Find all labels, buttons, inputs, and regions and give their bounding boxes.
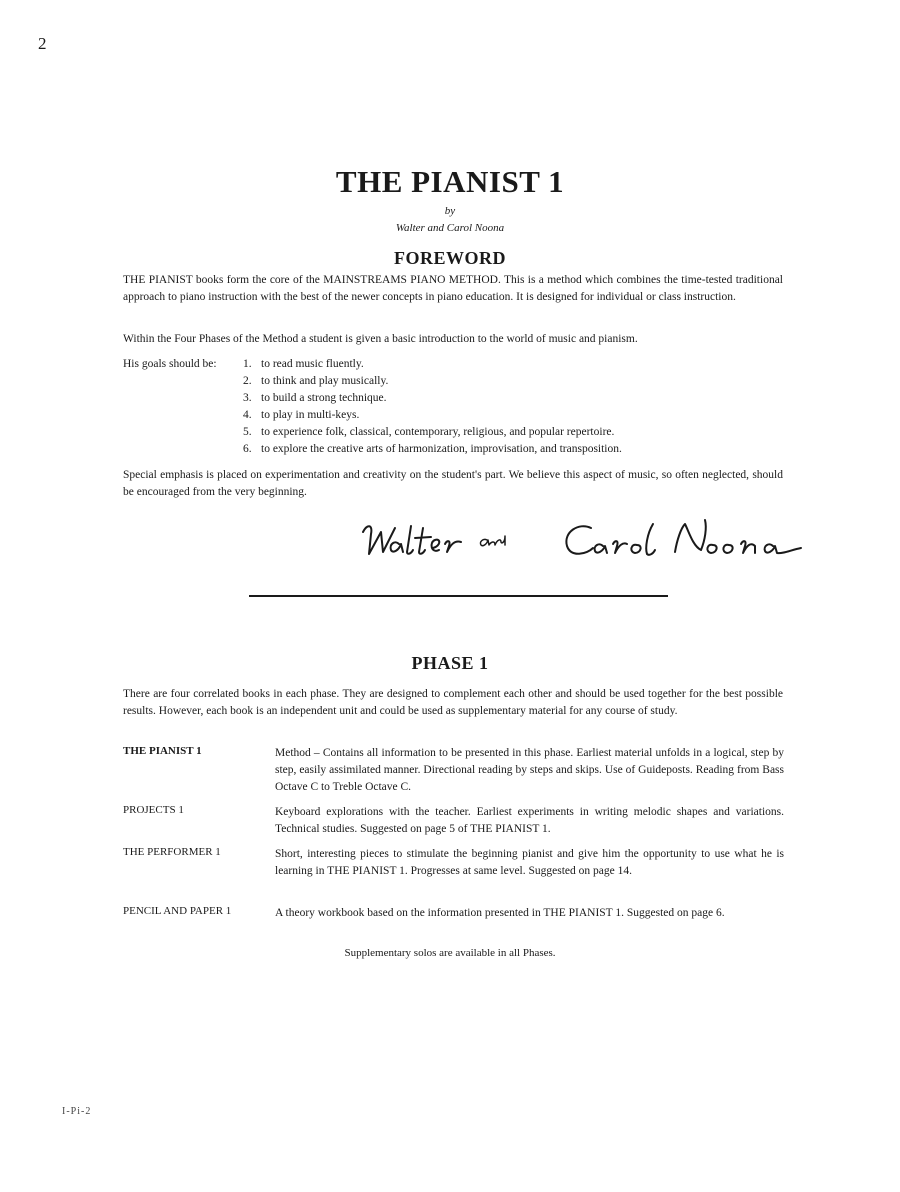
goal-item: 4. to play in multi-keys. bbox=[243, 409, 360, 421]
foreword-paragraph-3: Special emphasis is placed on experimentation and creativity on the student's part. We believe this aspect of music, so often neglected, should be encouraged from the very beginning. bbox=[123, 469, 783, 498]
goal-item: 1. to read music fluently. bbox=[243, 358, 364, 370]
foreword-heading: FOREWORD bbox=[394, 248, 506, 268]
signature-image bbox=[355, 510, 805, 580]
goal-item: 3. to build a strong technique. bbox=[243, 392, 387, 404]
phase-heading: PHASE 1 bbox=[411, 653, 489, 673]
book-name: PENCIL AND PAPER 1 bbox=[123, 905, 232, 917]
phase-intro: There are four correlated books in each phase. They are designed to complement each other and should be used together for the best possible results. However, each book is an independent unit and could be used as supplementary material for any course of study. bbox=[123, 688, 783, 717]
byline: by bbox=[444, 205, 456, 217]
goal-item: 6. to explore the creative arts of harmonization, improvisation, and transposition. bbox=[243, 443, 622, 455]
footer-code: I-Pi-2 bbox=[62, 1106, 92, 1117]
goal-item: 5. to experience folk, classical, contemporary, religious, and popular repertoire. bbox=[243, 426, 615, 438]
book-name: PROJECTS 1 bbox=[123, 804, 184, 816]
goal-item: 2. to think and play musically. bbox=[243, 375, 389, 387]
page-number: 2 bbox=[38, 34, 47, 53]
book-description: Method – Contains all information to be presented in this phase. Earliest material unfolds in a logical, step by step, easily assimilated manner. Directional reading by steps and skips. Use of Guideposts. Reading from Bass Octave C to Treble Octave C. bbox=[275, 747, 784, 793]
book-description: Short, interesting pieces to stimulate the beginning pianist and give him the opportunity to use what he is learning in THE PIANIST 1. Progresses at same level. Suggested on page 14. bbox=[275, 848, 784, 877]
book-name: THE PERFORMER 1 bbox=[123, 846, 221, 858]
authors-line: Walter and Carol Noona bbox=[395, 222, 505, 234]
section-divider bbox=[249, 595, 668, 597]
supplementary-note: Supplementary solos are available in all Phases. bbox=[344, 947, 556, 959]
page-title: THE PIANIST 1 bbox=[335, 164, 565, 199]
book-description: Keyboard explorations with the teacher. Earliest experiments in writing melodic shapes and variations. Technical studies. Suggested on page 5 of THE PIANIST 1. bbox=[275, 806, 784, 835]
book-name: THE PIANIST 1 bbox=[123, 745, 202, 757]
foreword-paragraph-1: THE PIANIST books form the core of the MAINSTREAMS PIANO METHOD. This is a method which combines the time-tested traditional approach to piano instruction with the best of the newer concepts in piano education. It is designed for individual or class instruction. bbox=[123, 274, 783, 303]
book-description: A theory workbook based on the information presented in THE PIANIST 1. Suggested on page 6. bbox=[275, 907, 725, 919]
foreword-paragraph-2: Within the Four Phases of the Method a student is given a basic introduction to the world of music and pianism. bbox=[123, 333, 638, 345]
goals-lead: His goals should be: bbox=[123, 358, 217, 370]
